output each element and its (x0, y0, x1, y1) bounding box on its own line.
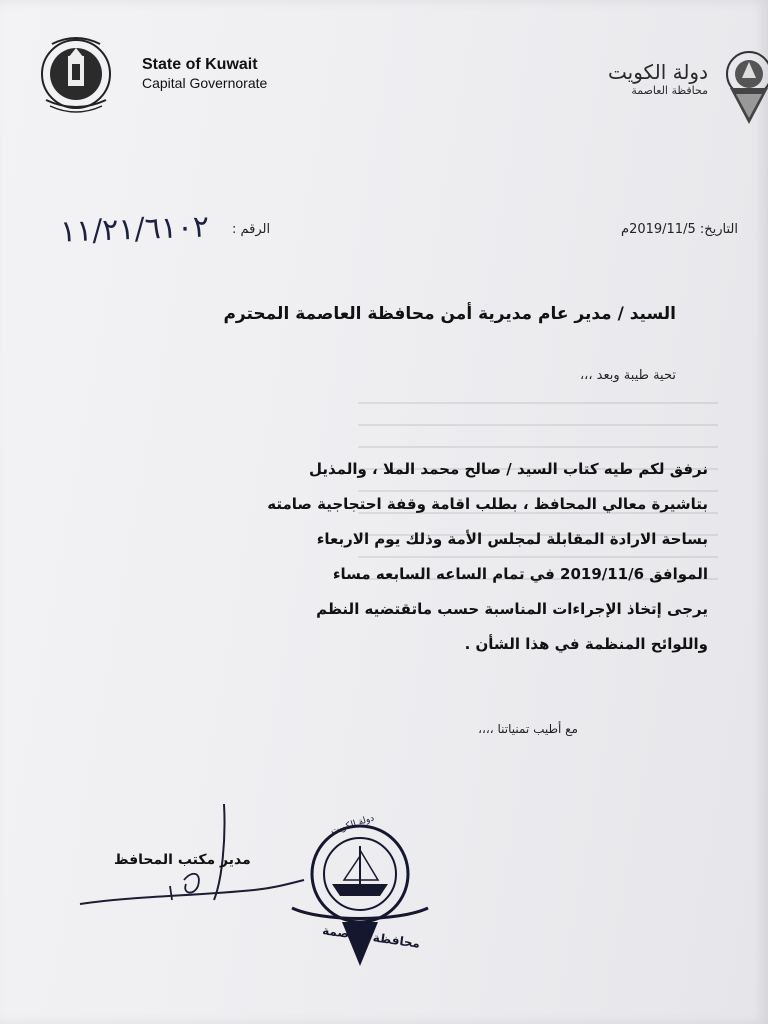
governorate-name-ar: محافظة العاصمة (631, 84, 708, 97)
body-line: يرجى إتخاذ الإجراءات المناسبة حسب ماتقتضيه النظم (316, 600, 708, 618)
letter-body (68, 452, 708, 662)
body-line: بتاشيرة معالي المحافظ ، بطلب اقامة وقفة احتجاجية صامته (267, 495, 708, 513)
governorate-name-en: Capital Governorate (142, 75, 268, 91)
kuwait-emblem (724, 44, 768, 126)
reference-label: الرقم : (232, 222, 271, 237)
body-line: واللوائح المنظمة في هذا الشأن . (464, 635, 708, 653)
closing-line: مع أطيب تمنياتنا ،،،، (478, 722, 578, 736)
reference-number: ١١/٢١/٦١٠٢ (59, 209, 210, 250)
state-name-ar: دولة الكويت (608, 60, 708, 84)
body-line: بساحة الارادة المقابلة لمجلس الأمة وذلك يوم الاربعاء (316, 530, 708, 548)
stamp-bottom-text: محافظة العاصمة (321, 923, 421, 951)
letter-date: التاريخ: 2019/11/5م (621, 222, 738, 237)
english-header (142, 56, 267, 92)
capital-governorate-logo (32, 30, 120, 118)
state-name-en: State of Kuwait (142, 56, 258, 73)
body-line: نرفق لكم طيه كتاب السيد / صالح محمد الملا ، والمذيل (309, 460, 708, 478)
arabic-header (608, 60, 708, 98)
greeting-line: تحية طيبة وبعد ،،، (579, 368, 676, 383)
body-line: الموافق 2019/11/6 في تمام الساعه السابعه مساء (332, 565, 708, 583)
stamp-top-text: دولة الكويت (329, 813, 376, 837)
signer-title: مدير مكتب المحافظ (114, 852, 251, 868)
addressee-line: السيد / مدير عام مديرية أمن محافظة العاصمة المحترم (223, 304, 676, 324)
